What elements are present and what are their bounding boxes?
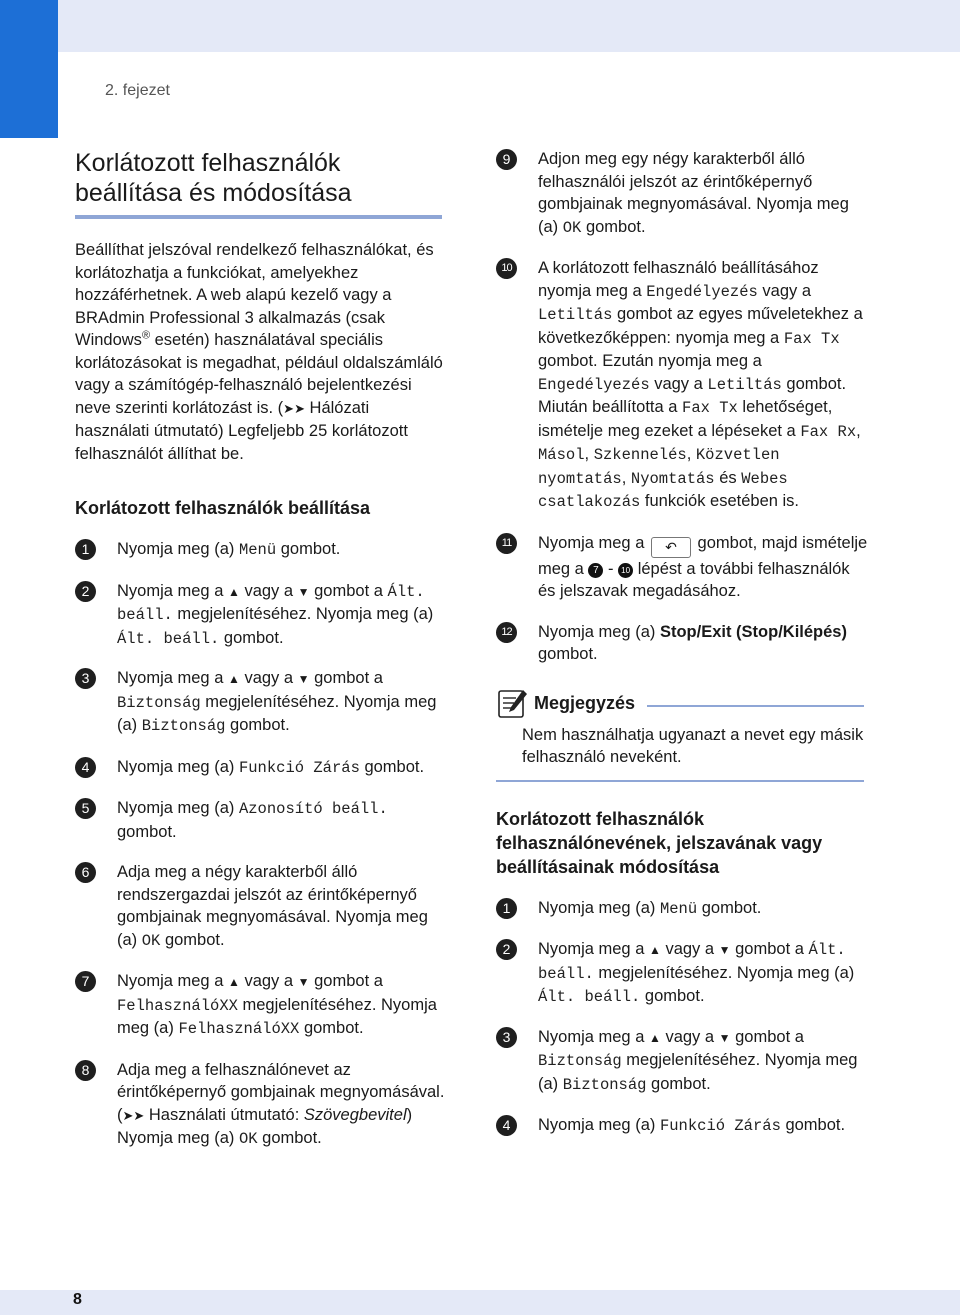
step-number: 3 bbox=[496, 1027, 517, 1048]
step-number: 1 bbox=[496, 898, 517, 919]
up-arrow-icon: ▲ bbox=[648, 1030, 661, 1045]
chapter-tab bbox=[0, 0, 58, 138]
step-a2: 2 Nyomja meg a ▲ vagy a ▼ gombot a Ált. beáll. megjelenítéséhez. Nyomja meg (a) Ált. beáll. gombot. bbox=[75, 580, 447, 651]
step-12: 12 Nyomja meg (a) Stop/Exit (Stop/Kilépés) gombot. bbox=[496, 621, 871, 666]
up-arrow-icon: ▲ bbox=[227, 672, 240, 686]
step-ref-7: 7 bbox=[588, 563, 603, 578]
chapter-label: 2. fejezet bbox=[105, 82, 170, 99]
down-arrow-icon: ▼ bbox=[297, 584, 310, 599]
up-arrow-icon: ▲ bbox=[648, 943, 661, 957]
note-box bbox=[496, 688, 864, 782]
section-title: Korlátozott felhasználók beállítása és módosítása bbox=[75, 148, 442, 219]
step-number: 12 bbox=[496, 622, 517, 643]
step-b1: 1 Nyomja meg (a) Menü gombot. bbox=[496, 897, 871, 921]
note-pencil-icon bbox=[496, 688, 528, 720]
step-b4: 4 Nyomja meg (a) Funkció Zárás gombot. bbox=[496, 1114, 871, 1138]
step-a3: 3 Nyomja meg a ▲ vagy a ▼ gombot a Biztonság megjelenítéséhez. Nyomja meg (a) Biztonság gombot. bbox=[75, 667, 447, 738]
step-number: 11 bbox=[496, 533, 517, 554]
footer-band bbox=[0, 1290, 960, 1315]
down-arrow-icon: ▼ bbox=[297, 672, 310, 686]
step-9: 9 Adjon meg egy négy karakterből álló felhasználói jelszót az érintőképernyő gombjainak megnyomásával. Nyomja meg (a) OK gombot. bbox=[496, 148, 871, 239]
step-ref-10: 10 bbox=[618, 563, 633, 578]
step-a6: 6 Adja meg a négy karakterből álló rendszergazdai jelszót az érintőképernyő gombjainak megnyomásával. Nyomja meg (a) OK gombot. bbox=[75, 861, 447, 952]
left-column bbox=[75, 148, 447, 1151]
step-number: 2 bbox=[496, 939, 517, 960]
step-a5: 5 Nyomja meg (a) Azonosító beáll. gombot. bbox=[75, 797, 447, 843]
subheading-setup: Korlátozott felhasználók beállítása bbox=[75, 498, 371, 518]
page-number: 8 bbox=[73, 1291, 82, 1308]
back-button-icon: ↶ bbox=[651, 537, 691, 558]
step-number: 3 bbox=[75, 668, 96, 689]
step-11: 11 Nyomja meg a ↶ gombot, majd ismételje meg a 7 - 10 lépést a további felhasználók és jelszavak megadásához. bbox=[496, 532, 871, 603]
step-10: 10 A korlátozott felhasználó beállításához nyomja meg a Engedélyezés vagy a Letiltás gombot az egyes műveletekhez a következőképpen: nyomja meg a Fax Tx gombot. Ezután nyomja meg a Engedélyezés vagy a Letiltás gombot. Miután beállította a Fax Tx lehetőséget, ismételje meg ezeket a lépéseket a Fax Rx, Másol, Szkennelés, Közvetlen nyomtatás, Nyomtatás és Webes csatlakozás funkciók esetében is. bbox=[496, 257, 871, 514]
step-b2: 2 Nyomja meg a ▲ vagy a ▼ gombot a Ált. beáll. megjelenítéséhez. Nyomja meg (a) Ált. beáll. gombot. bbox=[496, 938, 871, 1009]
step-number: 5 bbox=[75, 798, 96, 819]
step-a4: 4 Nyomja meg (a) Funkció Zárás gombot. bbox=[75, 756, 447, 780]
header-band bbox=[0, 0, 960, 52]
subheading-modify: Korlátozott felhasználók felhasználónevének, jelszavának vagy beállításainak módosítása bbox=[496, 808, 823, 877]
step-number: 8 bbox=[75, 1060, 96, 1081]
down-arrow-icon: ▼ bbox=[297, 975, 310, 989]
see-arrows-icon: ➤➤ bbox=[283, 400, 305, 416]
step-number: 7 bbox=[75, 971, 96, 992]
note-divider bbox=[647, 705, 864, 707]
see-arrows-icon: ➤➤ bbox=[122, 1107, 145, 1123]
right-column bbox=[496, 148, 871, 1138]
note-text: Nem használhatja ugyanazt a nevet egy másik felhasználó neveként. bbox=[522, 725, 864, 766]
step-number: 2 bbox=[75, 581, 96, 602]
step-a8: 8 Adja meg a felhasználónevet az érintőképernyő gombjainak megnyomásával. (➤➤ Használati útmutató: Szövegbevitel) Nyomja meg (a) OK gombot. bbox=[75, 1059, 447, 1151]
intro-paragraph: Beállíthat jelszóval rendelkező felhasználókat, és korlátozhatja a funkciókat, amelyekhez hozzáférhetnek. A web alapú kezelő vagy a BRAdmin Professional 3 alkalmazás (csak Windows® esetén) használatával speciális korlátozásokat is megadhat, például oldalszámláló vagy a számítógép-felhasználó bejelentkezési neve szerinti korlátozást is. (➤➤ Hálózati használati útmutató) Legfeljebb 25 korlátozott felhasználót állíthat be. bbox=[75, 241, 443, 463]
note-title: Megjegyzés bbox=[534, 693, 636, 714]
step-number: 1 bbox=[75, 539, 96, 560]
down-arrow-icon: ▼ bbox=[718, 1030, 731, 1045]
step-number: 9 bbox=[496, 149, 517, 170]
step-number: 6 bbox=[75, 862, 96, 883]
step-a7: 7 Nyomja meg a ▲ vagy a ▼ gombot a FelhasználóXX megjelenítéséhez. Nyomja meg (a) FelhasználóXX gombot. bbox=[75, 970, 447, 1041]
step-b3: 3 Nyomja meg a ▲ vagy a ▼ gombot a Biztonság megjelenítéséhez. Nyomja meg (a) Biztonság gombot. bbox=[496, 1026, 871, 1097]
step-number: 10 bbox=[496, 258, 517, 279]
step-a1: 1 Nyomja meg (a) Menü gombot. bbox=[75, 538, 447, 562]
down-arrow-icon: ▼ bbox=[718, 943, 731, 957]
up-arrow-icon: ▲ bbox=[227, 975, 240, 989]
up-arrow-icon: ▲ bbox=[227, 584, 240, 599]
step-number: 4 bbox=[75, 757, 96, 778]
step-number: 4 bbox=[496, 1115, 517, 1136]
